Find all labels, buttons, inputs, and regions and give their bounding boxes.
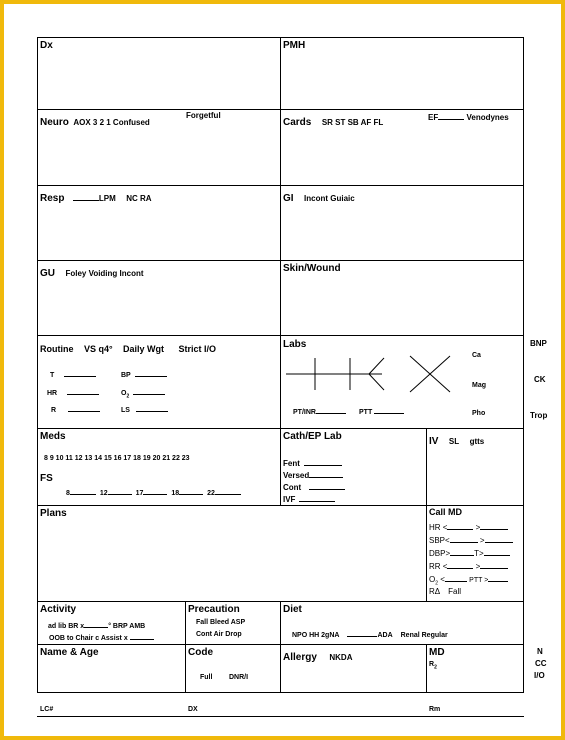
dx-label: Dx [40, 40, 53, 51]
footer-lc: LC# [40, 706, 54, 713]
grid-line [37, 428, 524, 429]
cards-section [283, 112, 383, 130]
pt-blank[interactable] [316, 405, 346, 414]
callmd-t-label: T> [474, 549, 484, 558]
grid-line [37, 260, 524, 261]
diet-blank[interactable] [347, 628, 377, 637]
callmd-blank[interactable] [447, 521, 473, 530]
activity-line1 [48, 619, 145, 630]
lab-pho: Pho [472, 410, 486, 417]
diet-rest: Renal Regular [400, 632, 448, 639]
diet-title: Diet [283, 604, 302, 615]
activity-title: Activity [40, 604, 77, 615]
side-cc: CC [535, 659, 547, 668]
code-full: Full [200, 674, 213, 681]
side-ck: CK [534, 375, 546, 384]
neuro-title: Neuro [40, 117, 69, 128]
md-r2 [429, 661, 437, 670]
fs-hour: 12 [99, 490, 108, 497]
plans-title: Plans [40, 508, 67, 519]
cards-ef [428, 111, 509, 122]
code-title: Code [188, 647, 213, 658]
callmd-blank[interactable] [450, 547, 474, 556]
fishbone-branch [369, 374, 384, 390]
resp-section [40, 188, 152, 206]
md-r-label: R [429, 661, 435, 668]
callmd-o2-sub: 2 [435, 580, 439, 587]
ptt-blank[interactable] [374, 405, 404, 414]
diet-items: NPO HH 2gNA [292, 632, 340, 639]
fs-blank[interactable] [179, 486, 203, 495]
grid-line [37, 335, 524, 336]
callmd-blank[interactable] [445, 573, 467, 582]
cath-cont [283, 481, 345, 492]
diet-ada: ADA [377, 632, 393, 639]
iv-section [429, 431, 484, 449]
callmd-blank[interactable] [480, 560, 508, 569]
vital-r-blank[interactable] [68, 403, 100, 412]
meds-title: Meds [40, 431, 66, 442]
footer-dx: DX [188, 706, 198, 713]
fs-blank[interactable] [70, 486, 96, 495]
callmd-ptt-label: PTT > [469, 577, 489, 584]
ptt-label: PTT [359, 409, 373, 416]
callmd-sbp-label: SBP< [429, 536, 450, 545]
fs-blank[interactable] [215, 486, 241, 495]
resp-options: NC RA [126, 194, 152, 203]
lpm-label: LPM [98, 194, 116, 203]
grid-line [37, 601, 524, 602]
vital-r [51, 403, 100, 414]
callmd-sbp: SBP< > [429, 534, 513, 545]
callmd-rd-label: RΔ [429, 587, 441, 596]
activity-line2 [49, 631, 154, 642]
gu-section [40, 263, 144, 281]
precaution-title: Precaution [188, 604, 240, 615]
fs-blank[interactable] [143, 486, 167, 495]
allergy-title: Allergy [283, 652, 317, 663]
fent-blank[interactable] [304, 457, 342, 466]
routine-title: Routine [40, 344, 74, 354]
callmd-blank[interactable] [447, 560, 473, 569]
side-io: I/O [534, 671, 545, 680]
side-bnp: BNP [530, 339, 547, 348]
grid-line [37, 692, 524, 693]
vital-o2-blank[interactable] [133, 386, 165, 395]
gi-title: GI [283, 193, 294, 204]
activity-blank[interactable] [84, 619, 108, 628]
fs-blank[interactable] [108, 486, 132, 495]
lab-ptt [359, 405, 404, 416]
callmd-blank[interactable] [484, 547, 510, 556]
side-n: N [537, 647, 543, 656]
vital-hr-blank[interactable] [67, 386, 99, 395]
fishbone-branch [369, 358, 384, 374]
ivf-label: IVF [283, 495, 296, 504]
vital-t-blank[interactable] [64, 368, 96, 377]
grid-line [37, 185, 524, 186]
vital-hr [47, 386, 99, 397]
pt-label: PT/INR [293, 409, 316, 416]
callmd-blank[interactable] [450, 534, 478, 543]
grid-line [37, 37, 38, 693]
md-title: MD [429, 647, 445, 658]
vital-o2-sub: 2 [126, 393, 130, 400]
ivf-blank[interactable] [299, 493, 335, 502]
vital-ls [121, 403, 168, 414]
cont-label: Cont [283, 483, 302, 492]
vital-r-label: R [51, 407, 57, 414]
activity-blank[interactable] [130, 631, 154, 640]
cards-items: SR ST SB AF FL [321, 118, 384, 127]
fs-title: FS [40, 473, 53, 484]
side-trop: Trop [530, 411, 548, 420]
grid-line [426, 644, 427, 693]
vital-o2 [121, 386, 165, 399]
cath-ivf [283, 493, 335, 504]
lab-fishbone-diagram [284, 350, 464, 400]
callmd-blank[interactable] [480, 521, 508, 530]
callmd-dbp [429, 547, 510, 558]
callmd-fall-label: Fall [448, 587, 462, 596]
grid-line [37, 109, 524, 110]
callmd-hr-label: HR < [429, 523, 448, 532]
lab-mag: Mag [472, 382, 486, 389]
code-dnr: DNR/I [229, 674, 249, 681]
gu-items: Foley Voiding Incont [65, 269, 144, 278]
neuro-section [40, 112, 150, 130]
callmd-rr: RR < > [429, 560, 508, 571]
versed-label: Versed [283, 471, 310, 480]
callmd-o2-lt: < [440, 575, 445, 584]
activity-oob: OOB to Chair c Assist x [49, 635, 128, 642]
venodynes-label: Venodynes [466, 113, 509, 122]
allergy-section [283, 647, 352, 665]
skin-wound-label: Skin/Wound [283, 263, 341, 274]
fs-hours [66, 486, 241, 497]
cards-title: Cards [283, 117, 312, 128]
cath-versed [283, 469, 343, 480]
callmd-hr: HR < > [429, 521, 508, 532]
gi-items: Incont Guiaic [304, 194, 355, 203]
callmd-o2-label: O [429, 575, 436, 584]
neuro-items: AOX 3 2 1 Confused [73, 118, 150, 127]
cath-fent [283, 457, 342, 468]
md-r-sub: 2 [434, 664, 437, 671]
callmd-blank[interactable] [488, 573, 508, 582]
plans-mask [279, 506, 282, 601]
routine-io: Strict I/O [178, 344, 216, 354]
lab-ca: Ca [472, 352, 481, 359]
neuro-forgetful: Forgetful [186, 111, 221, 120]
fent-label: Fent [283, 459, 300, 468]
labs-title: Labs [283, 339, 307, 350]
grid-line [185, 601, 186, 693]
cont-blank[interactable] [309, 481, 345, 490]
activity-brp: ° BRP AMB [108, 623, 146, 630]
lab-pt [293, 405, 346, 416]
gu-title: GU [40, 268, 55, 279]
vital-t [50, 368, 96, 379]
grid-line [426, 428, 427, 601]
fs-hour: 22 [207, 490, 215, 497]
gi-section [283, 188, 355, 206]
activity-adlib: ad lib BR x [48, 623, 85, 630]
name-age-label: Name & Age [40, 647, 99, 658]
pmh-label: PMH [283, 40, 306, 51]
ef-blank[interactable] [438, 111, 464, 120]
fs-hour: 18 [171, 490, 180, 497]
iv-sl: SL [448, 437, 460, 446]
routine-wgt: Daily Wgt [123, 344, 165, 354]
fs-hour: 17 [135, 490, 144, 497]
vital-bp-blank[interactable] [135, 368, 167, 377]
routine-vs: VS q4° [83, 344, 113, 354]
precaution-line2: Cont Air Drop [196, 631, 242, 638]
resp-title: Resp [40, 193, 65, 204]
vital-ls-label: LS [121, 407, 130, 414]
versed-blank[interactable] [309, 469, 343, 478]
vital-hr-label: HR [47, 390, 58, 397]
vital-ls-blank[interactable] [136, 403, 168, 412]
callmd-o2 [429, 573, 508, 587]
grid-line [523, 37, 524, 693]
fs-hour: 8 [66, 490, 70, 497]
vital-bp [121, 368, 167, 379]
diet-options [292, 628, 448, 639]
callmd-blank[interactable] [485, 534, 513, 543]
iv-gtts: gtts [469, 437, 485, 446]
lpm-blank[interactable] [73, 192, 99, 201]
iv-title: IV [429, 436, 439, 447]
ef-label: EF [428, 113, 439, 122]
routine-section [40, 339, 216, 357]
allergy-nkda: NKDA [329, 653, 353, 662]
vital-bp-label: BP [121, 372, 131, 379]
callmd-rdelta [429, 587, 461, 596]
cath-title: Cath/EP Lab [283, 431, 342, 442]
footer-line [37, 716, 524, 717]
callmd-rr-label: RR < [429, 562, 448, 571]
callmd-dbp-label: DBP> [429, 549, 451, 558]
vital-t-label: T [50, 372, 55, 379]
vital-o2-label: O [121, 390, 127, 397]
grid-line [37, 644, 524, 645]
precaution-line1: Fall Bleed ASP [196, 619, 246, 626]
callmd-title: Call MD [429, 507, 463, 517]
footer-rm: Rm [429, 706, 441, 713]
meds-hours: 8 9 10 11 12 13 14 15 16 17 18 19 20 21 22 23 [44, 455, 190, 462]
